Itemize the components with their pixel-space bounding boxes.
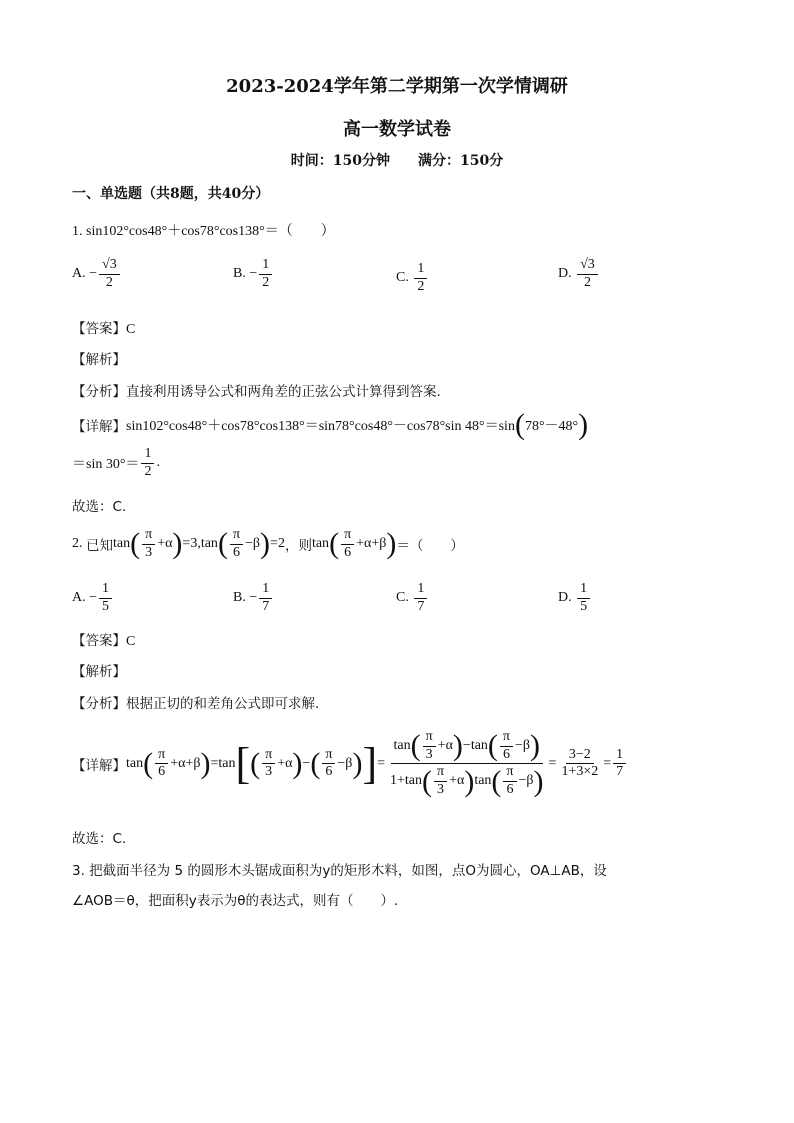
q2-answer: 【答案】C	[72, 633, 136, 649]
q2-option-b: B. − $\frac{1}{7}$	[233, 582, 274, 614]
q1-stem	[72, 220, 335, 240]
q2-jiexi: 【解析】	[72, 664, 126, 680]
exam-meta: 时间：150分钟 满分：150分	[290, 153, 504, 169]
q1-option-a: A. − $\frac{√3}{2}$	[72, 258, 122, 290]
q2-xiangjie: 【详解】 tan ( $\frac{\pi}{6}$ +α+β ) = tan [ ( $\frac{\pi}{3}$ +α ) − ( $\frac{\pi}{6}$ −β ) ] = tan ( $\frac{\pi}{3}$ +α ) −tan ( $\frac{\pi}{6}$ −β ) 1+tan ( $\frac{\pi}{3}$ +α ) tan ( $\frac{\pi}{6}$ −β ) = $\frac{3-2}{1+3\times 2}$ = $\frac{1}{7}$	[72, 730, 628, 798]
q3-line1: 3. 把截面半径为 5 的圆形木头锯成面积为y的矩形木料，如图，点O为圆心，OA⊥AB，设	[72, 863, 607, 879]
q1-option-b-frac: $\frac{1}{2}$	[259, 258, 272, 290]
q2-option-a: A. − $\frac{1}{5}$	[72, 582, 114, 614]
q1-stem-text: sin102°cos48°＋cos78°cos138°＝（ ）	[86, 224, 335, 239]
exam-title: 2023-2024学年第二学期第一次学情调研	[226, 76, 568, 97]
q1-guxuan: 故选：C.	[72, 499, 127, 515]
q1-number: 1.	[72, 224, 83, 239]
q3-line2: ∠AOB＝θ，把面积y表示为θ的表达式，则有（ ）.	[72, 893, 399, 909]
q2-stem: 2. 已知 tan ( $\frac{\pi}{3}$ +α ) = 3, tan ( $\frac{\pi}{6}$ −β ) = 2 ，则 tan ( $\frac{\pi}{6}$ +α+β ) ＝（ ）	[72, 527, 464, 561]
q1-answer: 【答案】C	[72, 321, 136, 337]
q1-xiangjie-line1: 【详解】 sin102°cos48°＋cos78°cos138°＝sin78°cos48°－cos78°sin 48°＝sin ( 78°－48° )	[72, 408, 589, 441]
q1-option-c: C. $\frac{1}{2}$	[396, 262, 429, 294]
q2-big-fraction: tan ( $\frac{\pi}{3}$ +α ) −tan ( $\frac{\pi}{6}$ −β ) 1+tan ( $\frac{\pi}{3}$ +α ) tan ( $\frac{\pi}{6}$ −β )	[390, 729, 544, 798]
q1-option-d: D. $\frac{√3}{2}$	[558, 258, 600, 290]
section-heading: 一、单选题（共8题，共40分）	[72, 186, 270, 202]
q2-option-c: C. $\frac{1}{7}$	[396, 582, 429, 614]
q1-option-a-frac: $\frac{√3}{2}$	[99, 258, 120, 290]
exam-subtitle: 高一数学试卷	[343, 119, 451, 140]
q2-fenxi: 【分析】根据正切的和差角公式即可求解.	[72, 696, 320, 712]
q1-option-d-frac: $\frac{√3}{2}$	[577, 258, 598, 290]
q2-guxuan: 故选：C.	[72, 831, 127, 847]
q1-option-c-frac: $\frac{1}{2}$	[414, 262, 427, 294]
q1-option-b: B. − $\frac{1}{2}$	[233, 258, 274, 290]
q1-fenxi: 【分析】直接利用诱导公式和两角差的正弦公式计算得到答案.	[72, 384, 441, 400]
q1-xiangjie-line2: ＝sin 30°＝ $\frac{1}{2}$ .	[72, 446, 160, 479]
q2-option-d: D. $\frac{1}{5}$	[558, 582, 592, 614]
q1-jiexi: 【解析】	[72, 352, 126, 368]
